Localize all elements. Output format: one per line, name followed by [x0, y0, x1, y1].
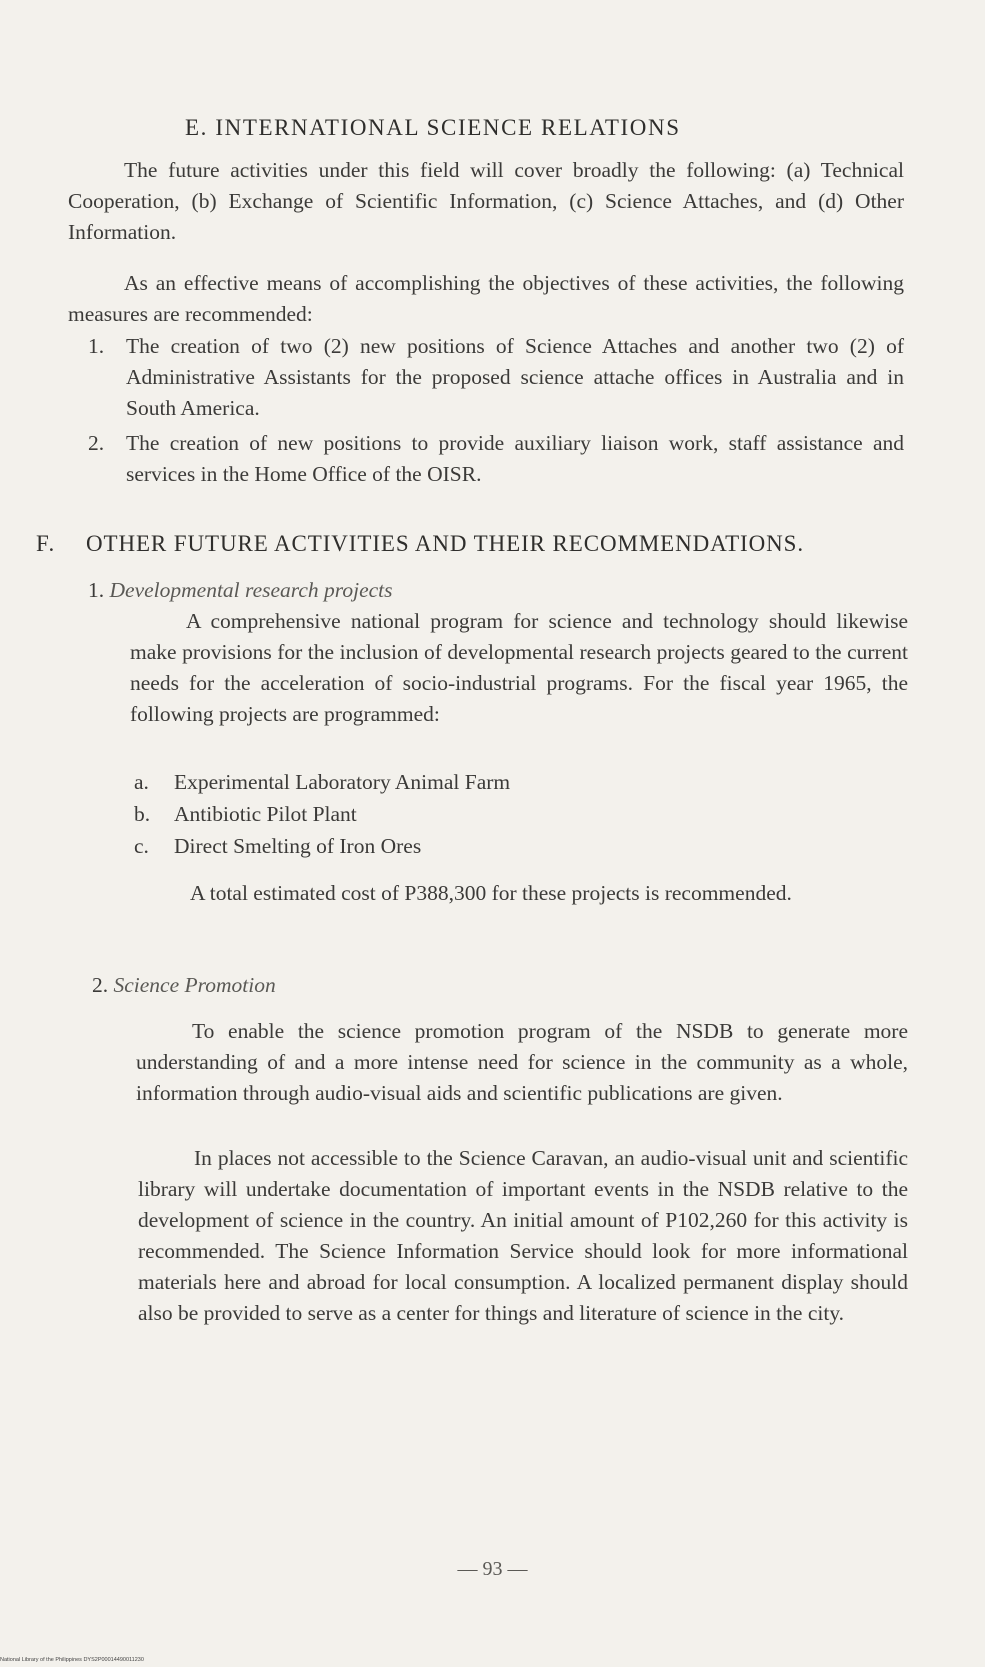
measure-item-1: [88, 331, 904, 424]
subsection-2-number: 2.: [92, 973, 109, 997]
project-item-a: [134, 767, 510, 798]
measure-item-2: [88, 428, 904, 490]
subsection-2-title: Science Promotion: [113, 973, 276, 997]
project-a-text: Experimental Laboratory Animal Farm: [174, 770, 511, 794]
subsection-1-cost-paragraph: A total estimated cost of P388,300 for these projects is recommended.: [190, 881, 792, 905]
project-b-text: Antibiotic Pilot Plant: [174, 802, 357, 826]
measure-1-number: 1.: [88, 334, 105, 358]
section-e-heading: E. INTERNATIONAL SCIENCE RELATIONS: [185, 115, 681, 140]
section-f-letter: F.: [36, 531, 56, 556]
project-a-letter: a.: [134, 770, 149, 794]
subsection-2-paragraph-2: In places not accessible to the Science Caravan, an audio-visual unit and scientific library will undertake documentation of important events in the NSDB relative to the development of science in the country. An initial amount of P102,260 for this activity is recommended. The Science Information Service should look for more informational materials here and abroad for local consumption. A localized permanent display should also be provided to serve as a center for things and literature of science in the city.: [138, 1146, 908, 1325]
measure-2-text: The creation of new positions to provide auxiliary liaison work, staff assistance and services in the Home Office of the OISR.: [126, 431, 904, 486]
section-f-heading: OTHER FUTURE ACTIVITIES AND THEIR RECOMMENDATIONS.: [86, 531, 804, 556]
project-b-letter: b.: [134, 802, 151, 826]
page-number: — 93 —: [457, 1558, 528, 1580]
project-item-c: [134, 831, 421, 862]
subsection-2-paragraph-1: To enable the science promotion program of the NSDB to generate more understanding of and a more intense need for science in the community as a whole, information through audio-visual aids and scientific publications are given.: [136, 1019, 908, 1105]
subsection-2-heading: [92, 970, 276, 1001]
subsection-1-title: Developmental research projects: [109, 578, 393, 602]
subsection-1-heading: [88, 575, 393, 606]
project-c-text: Direct Smelting of Iron Ores: [174, 834, 422, 858]
subsection-1-number: 1.: [88, 578, 105, 602]
measure-2-number: 2.: [88, 431, 105, 455]
subsection-1-paragraph: A comprehensive national program for science and technology should likewise make provisions for the inclusion of developmental research projects geared to the current needs for the acceleration of socio-industrial programs. For the fiscal year 1965, the following projects are programmed:: [130, 609, 908, 726]
footer-credit: National Library of the Philippines DYS2P00014490011230: [0, 1657, 144, 1663]
project-item-b: [134, 799, 357, 830]
section-e-measures-intro: As an effective means of accomplishing the objectives of these activities, the following measures are recommended:: [68, 271, 904, 326]
section-e-intro-paragraph: The future activities under this field will cover broadly the following: (a) Technical Cooperation, (b) Exchange of Scientific Information, (c) Science Attaches, and (d) Other Information.: [68, 158, 904, 244]
measure-1-text: The creation of two (2) new positions of Science Attaches and another two (2) of Administrative Assistants for the proposed science attache offices in Australia and in South America.: [126, 334, 904, 420]
project-c-letter: c.: [134, 834, 149, 858]
